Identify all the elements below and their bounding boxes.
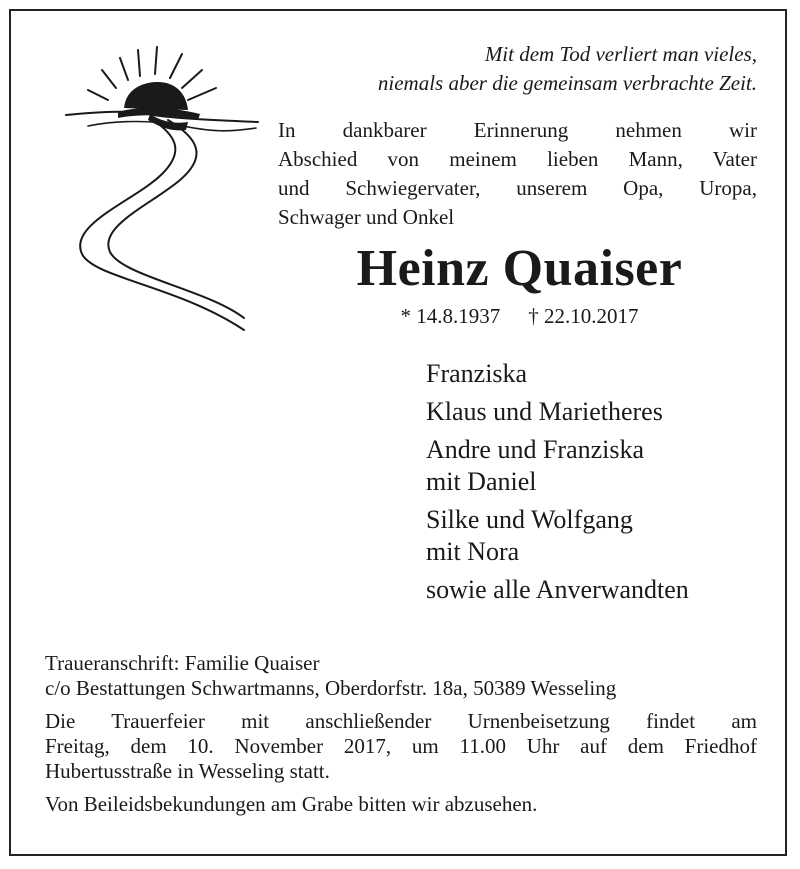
intro-line-4: Schwager und Onkel — [278, 205, 455, 229]
family-member: sowie alle Anverwandten — [426, 575, 689, 604]
intro-line-1: In dankbarer Erinnerung nehmen wir — [278, 118, 757, 142]
intro-line-3: und Schwiegervater, unserem Opa, Uropa, — [278, 176, 757, 200]
sunrise-path-icon — [58, 40, 268, 340]
family-member: Andre und Franziska — [426, 435, 645, 464]
address-line-2: c/o Bestattungen Schwartmanns, Oberdorfstr. 18a, 50389 Wesseling — [45, 676, 617, 700]
ceremony-notice — [45, 709, 757, 784]
birth-date: * 14.8.1937 — [400, 304, 501, 328]
funeral-details — [45, 651, 757, 817]
motto-quote — [327, 40, 757, 98]
family-group — [426, 358, 766, 390]
family-member: mit Daniel — [426, 467, 537, 496]
motto-line-2: niemals aber die gemeinsam verbrachte Zeit. — [377, 71, 757, 95]
deceased-name: Heinz Quaiser — [356, 240, 683, 297]
family-group — [426, 396, 766, 428]
family-member: Silke und Wolfgang — [426, 505, 633, 534]
family-group — [426, 574, 766, 606]
address-line-1: Traueranschrift: Familie Quaiser — [45, 651, 320, 675]
family-member: mit Nora — [426, 537, 520, 566]
family-member: Franziska — [426, 359, 528, 388]
life-dates — [282, 301, 757, 331]
ceremony-line-1: Die Trauerfeier mit anschließender Urnenbeisetzung findet am — [45, 709, 757, 733]
family-group — [426, 504, 766, 568]
motto-line-1: Mit dem Tod verliert man vieles, — [484, 42, 757, 66]
mourning-address — [45, 651, 757, 701]
intro-text — [278, 116, 757, 232]
condolence-note: Von Beileidsbekundungen am Grabe bitten wir abzusehen. — [45, 792, 538, 816]
family-group — [426, 434, 766, 498]
ceremony-line-2: Freitag, dem 10. November 2017, um 11.00 Uhr auf dem Friedhof — [45, 734, 757, 758]
ceremony-line-3: Hubertusstraße in Wesseling statt. — [45, 759, 330, 783]
death-date: † 22.10.2017 — [528, 304, 639, 328]
family-list — [426, 358, 766, 612]
family-member: Klaus und Marietheres — [426, 397, 663, 426]
intro-line-2: Abschied von meinem lieben Mann, Vater — [278, 147, 757, 171]
